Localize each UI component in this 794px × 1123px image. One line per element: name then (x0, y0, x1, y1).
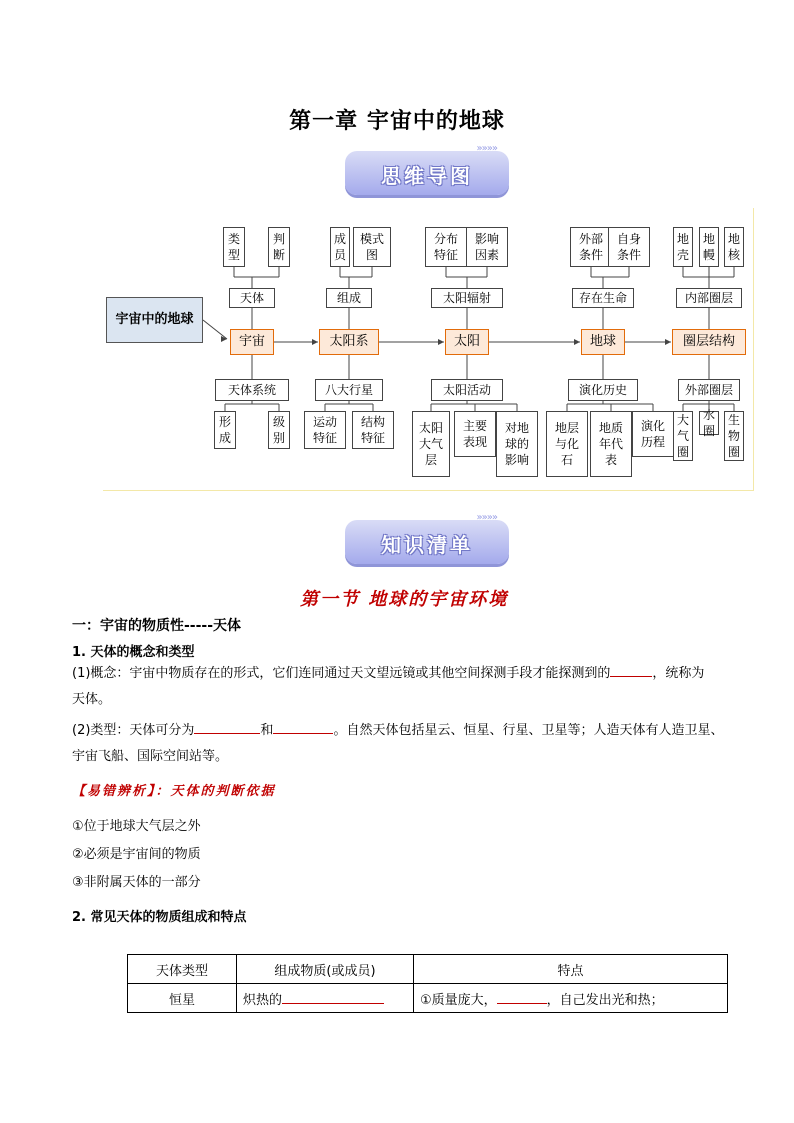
chevron-decoration: »»»» (476, 512, 497, 523)
lower-mid-node: 八大行星 (315, 379, 383, 401)
lower-leaf-node: 运动 特征 (304, 411, 346, 449)
upper-mid-node: 内部圈层 (676, 288, 742, 308)
core-node: 圈层结构 (672, 329, 746, 355)
table-cell-type: 恒星 (128, 984, 237, 1013)
mind-map (103, 208, 754, 491)
tip-heading: 【易错辨析】：天体的判断依据 (72, 784, 276, 799)
lower-leaf-node: 对地 球的 影响 (496, 411, 538, 477)
upper-leaf-node: 地 核 (724, 227, 744, 267)
concept-paragraph-cont: 天体。 (72, 692, 112, 707)
table-header-row (128, 955, 728, 984)
celestial-table (127, 954, 728, 1013)
connector-line (203, 320, 227, 339)
arrow-head (665, 339, 671, 345)
core-node: 太阳 (445, 329, 489, 355)
page-title: 第一章 宇宙中的地球 (289, 108, 505, 134)
upper-mid-node: 存在生命 (572, 288, 634, 308)
upper-mid-node: 天体 (229, 288, 275, 308)
section-title: 第一节 地球的宇宙环境 (300, 589, 509, 610)
fill-blank[interactable] (282, 990, 384, 1004)
concept-text: (1)概念：宇宙中物质存在的形式，它们连同通过天文望远镜或其他空间探测手段才能探测到的 (72, 666, 611, 681)
core-node: 太阳系 (319, 329, 379, 355)
fill-blank[interactable] (194, 720, 260, 734)
lower-mid-node: 外部圈层 (678, 379, 740, 401)
upper-leaf-node: 模式 图 (353, 227, 391, 267)
type-and: 和 (260, 723, 274, 738)
upper-mid-node: 组成 (326, 288, 372, 308)
lower-mid-node: 太阳活动 (431, 379, 503, 401)
concept-text-end: ，统称为 (652, 666, 705, 681)
criteria-item: ③非附属天体的一部分 (72, 875, 201, 890)
upper-leaf-node: 分布 特征 (425, 227, 467, 267)
lower-leaf-node: 演化 历程 (632, 411, 674, 457)
fill-blank[interactable] (610, 663, 652, 677)
criteria-item: ①位于地球大气层之外 (72, 819, 201, 834)
heading-celestial-body: 一：宇宙的物质性-----天体 (72, 618, 242, 634)
upper-leaf-node: 地 幔 (699, 227, 719, 267)
arrow-head (438, 339, 444, 345)
concept-paragraph (72, 663, 704, 684)
knowledge-banner-label: 知识清单 (381, 533, 473, 557)
upper-mid-node: 太阳辐射 (431, 288, 503, 308)
arrow-head (312, 339, 318, 345)
type-paragraph (72, 720, 723, 741)
subheading-concept: 1. 天体的概念和类型 (72, 645, 195, 660)
upper-leaf-node: 地 壳 (673, 227, 693, 267)
lower-mid-node: 演化历史 (568, 379, 638, 401)
lower-leaf-node: 主要 表现 (454, 411, 496, 457)
table-header: 特点 (414, 955, 728, 984)
fill-blank[interactable] (273, 720, 333, 734)
lower-leaf-node: 级 别 (268, 411, 290, 449)
lower-leaf-node: 大 气 圈 (673, 411, 693, 461)
lower-leaf-node: 地层 与化 石 (546, 411, 588, 477)
mind-map-banner (345, 143, 509, 195)
lower-leaf-node: 结构 特征 (352, 411, 394, 449)
core-node: 地球 (581, 329, 625, 355)
upper-leaf-node: 自身 条件 (608, 227, 650, 267)
upper-leaf-node: 外部 条件 (570, 227, 612, 267)
subheading-composition: 2. 常见天体的物质组成和特点 (72, 910, 247, 925)
table-row (128, 984, 728, 1013)
core-node: 宇宙 (230, 329, 274, 355)
type-paragraph-cont: 宇宙飞船、国际空间站等。 (72, 749, 229, 764)
criteria-item: ②必须是宇宙间的物质 (72, 847, 201, 862)
table-cell-composition (237, 984, 414, 1013)
lower-leaf-node: 太阳 大气 层 (412, 411, 450, 477)
mind-map-banner-label: 思维导图 (381, 164, 473, 188)
fill-blank[interactable] (497, 990, 547, 1004)
upper-leaf-node: 类 型 (223, 227, 245, 267)
upper-leaf-node: 判 断 (268, 227, 290, 267)
upper-leaf-node: 影响 因素 (466, 227, 508, 267)
chevron-decoration: »»»» (476, 143, 497, 154)
type-text: (2)类型：天体可分为 (72, 723, 195, 738)
table-header: 组成物质(或成员) (237, 955, 414, 984)
lower-mid-node: 天体系统 (215, 379, 289, 401)
feature-text: ①质量庞大， (420, 992, 497, 1008)
central-topic: 宇宙中的地球 (106, 297, 203, 343)
feature-text-end: ，自己发出光和热； (546, 992, 664, 1008)
lower-leaf-node: 生 物 圈 (724, 411, 744, 461)
upper-leaf-node: 成 员 (330, 227, 350, 267)
knowledge-banner (345, 512, 509, 564)
lower-leaf-node: 地质 年代 表 (590, 411, 632, 477)
lower-leaf-node: 形 成 (214, 411, 236, 449)
arrow-head (574, 339, 580, 345)
composition-text: 炽热的 (243, 992, 283, 1008)
table-cell-feature (414, 984, 728, 1013)
type-text-end: 。自然天体包括星云、恒星、行星、卫星等；人造天体有人造卫星、 (333, 723, 724, 738)
table-header: 天体类型 (128, 955, 237, 984)
lower-leaf-node: 水 圈 (699, 411, 719, 435)
